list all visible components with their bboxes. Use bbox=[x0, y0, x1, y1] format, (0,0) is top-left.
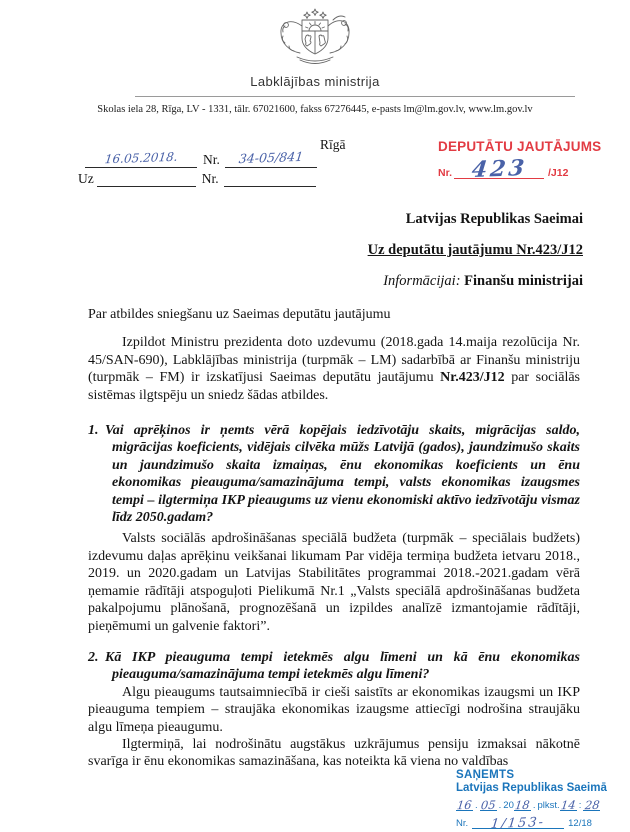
answer-2-paragraph-2: Ilgtermiņā, lai nodrošinātu augstākus uzkrājumus pensiju izmaksai nākotnē svarīga ir ēnu ekonomikas samazināšana, kas noteikta kā viena no valdības bbox=[88, 736, 580, 770]
colon-separator: : bbox=[578, 800, 582, 811]
received-year-field bbox=[514, 798, 531, 811]
received-minute-field bbox=[583, 798, 600, 811]
paragraph-intro bbox=[88, 334, 580, 404]
plkst-label: plkst. bbox=[537, 800, 560, 811]
dot-separator: . bbox=[498, 800, 502, 811]
answer-1: Valsts sociālās apdrošināšanas speciālā budžeta (turpmāk – speciālais budžets) izdevumu daļas aprēķinu veikšanai likumam Par vidēja termiņa budžeta ietvaru 2018., 2019. un 2020.gadam un Latvijas Stabilitātes programmai 2018.-2021.gadam vērā ņemamie rādītāji atspoguļoti Pielikumā Nr.1 „Valsts speciālā apdrošināšanas budžeta pakalpojumu plānošanā, prognozēšanā un izpildes analīzē izmantojamie rādītāji, pieņēmumi un galvenie faktori”. bbox=[88, 531, 580, 634]
uz-number-field bbox=[224, 170, 316, 187]
question-1 bbox=[88, 422, 580, 526]
received-form-code: 12/18 bbox=[568, 818, 592, 829]
handwritten-date: 16.05.2018. bbox=[103, 149, 179, 167]
recipient-block bbox=[88, 211, 583, 304]
received-stamp-number-row bbox=[456, 815, 607, 832]
doc-number-field bbox=[225, 148, 317, 168]
date-field bbox=[85, 151, 197, 168]
handwritten-doc-number: 34-05/841 bbox=[237, 148, 304, 167]
ministry-address-line: Skolas iela 28, Rīga, LV - 1331, tālr. 67021600, fakss 67276445, e-pasts lm@lm.gov.lv, www.lm.gov.lv bbox=[97, 104, 533, 115]
recipient-to: Latvijas Republikas Saeimai bbox=[405, 211, 583, 227]
intro-text-c: par sociālās sistēmas ilgtspēju un sniedz šādas atbildes. bbox=[88, 370, 580, 403]
letter-subject: Par atbildes sniegšanu uz Saeimas deputātu jautājumu bbox=[88, 307, 391, 322]
deputy-stamp-suffix: /J12 bbox=[548, 167, 569, 179]
received-stamp-datetime-row bbox=[456, 798, 607, 811]
deputy-stamp-title: DEPUTĀTU JAUTĀJUMS bbox=[438, 139, 602, 154]
question-2-text: Kā IKP pieauguma tempi ietekmēs algu līmeni un kā ēnu ekonomikas pieauguma/samazinājuma tempi ietekmēs algu līmeni? bbox=[105, 649, 580, 683]
nr-label: Nr. bbox=[203, 152, 220, 167]
reference-row-out bbox=[78, 149, 317, 168]
handwritten-day: 16 bbox=[456, 797, 473, 813]
question-1-text: Vai aprēķinos ir ņemts vērā kopējais iedzīvotāju skaits, migrācijas saldo, migrācijas koeficients, vidējais cilvēka mūžs Latvijā (gados), jaundzimušo skaits un jaundzimušo skaita izmaiņas, ēnu ekonomikas koeficients un ēnu ekonomikas pieauguma/samazinājuma tempi, valsts ekonomikas izaugsmes tempi – ilgtermiņa IKP pieaugums uz vienu ekonomiski aktīvo iedzīvotāju vismaz līdz 2050.gadam? bbox=[105, 423, 580, 526]
handwritten-received-number: 1/153- bbox=[490, 815, 546, 832]
intro-text-ref-bold: Nr.423/J12 bbox=[440, 370, 505, 386]
reference-block bbox=[78, 149, 317, 187]
received-stamp-institution: Latvijas Republikas Saeimā bbox=[456, 782, 607, 794]
letterhead bbox=[0, 6, 630, 89]
header-divider bbox=[135, 96, 575, 97]
ministry-name: Labklājības ministrija bbox=[250, 74, 380, 89]
received-stamp-title: SAŅEMTS bbox=[456, 769, 515, 781]
reference-row-in bbox=[78, 168, 317, 187]
dot-separator: . bbox=[532, 800, 536, 811]
letter-body bbox=[88, 306, 580, 771]
received-month-field bbox=[480, 798, 497, 811]
deputy-stamp-number-field bbox=[454, 155, 544, 183]
latvia-coat-of-arms-icon bbox=[267, 6, 363, 71]
deputy-question-stamp bbox=[438, 139, 602, 183]
received-nr-label: Nr. bbox=[456, 818, 469, 829]
recipient-info-line bbox=[88, 273, 583, 290]
year-prefix: 20 bbox=[503, 800, 514, 811]
question-2-number: 2. bbox=[88, 649, 99, 665]
received-day-field bbox=[456, 798, 473, 811]
uz-label: Uz bbox=[78, 171, 94, 186]
recipient-subject-ref: Uz deputātu jautājumu Nr.423/J12 bbox=[367, 242, 583, 258]
city-label: Rīgā bbox=[320, 137, 346, 152]
answer-2-paragraph-1: Algu pieaugums tautsaimniecībā ir cieši saistīts ar ekonomikas izaugsmi un IKP pieauguma tempiem – straujāka ekonomikas izaugsme attiecīgi nodrošina straujāku algu līmeņa pieaugumu. bbox=[88, 684, 580, 735]
question-2 bbox=[88, 649, 580, 684]
handwritten-question-number: 423 bbox=[470, 155, 528, 183]
received-hour-field bbox=[560, 798, 577, 811]
nr2-label: Nr. bbox=[201, 171, 219, 186]
intro-text-a: Izpildot Ministru prezidenta doto uzdevumu (2018.gada 14.maija rezolūcija Nr. 45/SAN-690), Labklājības ministrija (turpmāk – LM) sadarbībā ar Finanšu ministriju (turpmāk – FM) ir izskatījusi Saeimas deputātu jautājumu bbox=[88, 335, 580, 386]
info-value: Finanšu ministrijai bbox=[464, 273, 583, 289]
dot-separator: . bbox=[475, 800, 478, 811]
handwritten-month: 05 bbox=[480, 797, 497, 813]
handwritten-hour: 14 bbox=[560, 797, 577, 813]
uz-date-field bbox=[97, 170, 196, 187]
received-stamp bbox=[456, 769, 607, 832]
handwritten-year: 18 bbox=[514, 797, 531, 813]
received-number-field bbox=[472, 815, 564, 832]
handwritten-minute: 28 bbox=[583, 797, 600, 813]
deputy-stamp-number-row bbox=[438, 155, 601, 183]
info-label: Informācijai: bbox=[383, 273, 461, 289]
question-1-number: 1. bbox=[88, 423, 99, 439]
deputy-stamp-nr-label: Nr. bbox=[438, 167, 453, 179]
